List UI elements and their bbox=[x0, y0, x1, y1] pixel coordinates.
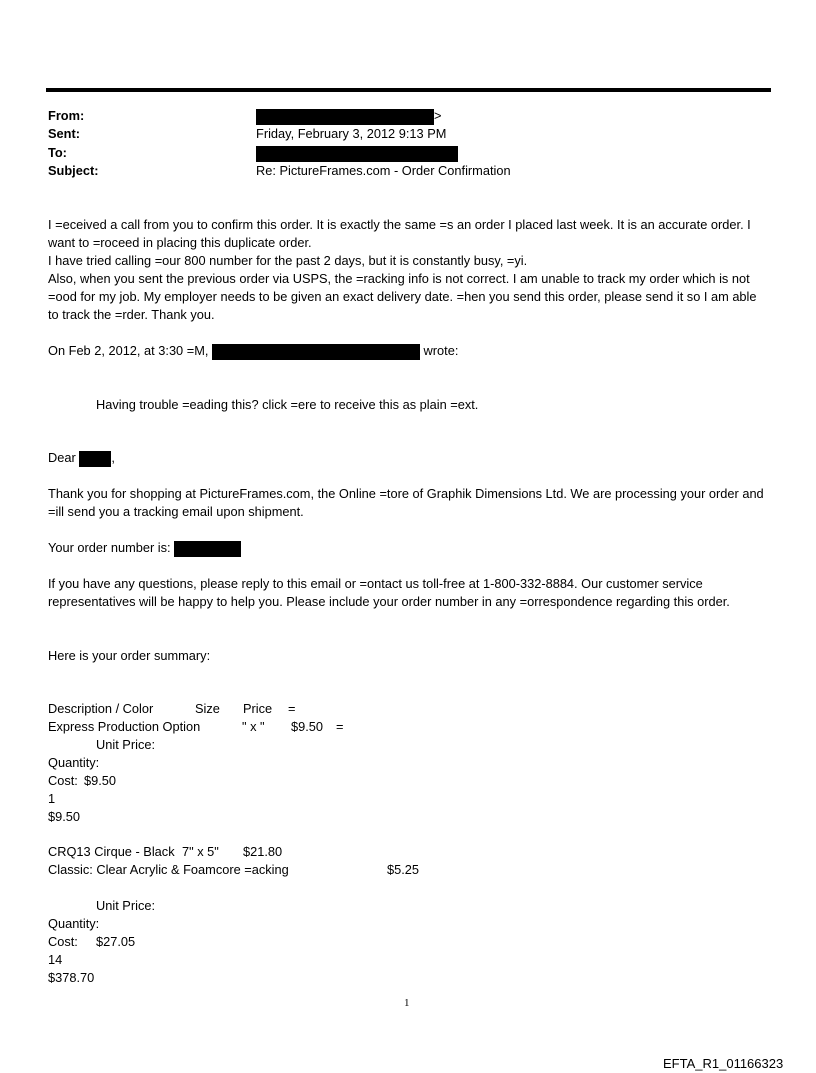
item2-option-price: $5.25 bbox=[387, 862, 420, 877]
page-number: 1 bbox=[404, 997, 410, 1009]
greeting bbox=[48, 449, 115, 467]
item1-eq: = bbox=[336, 719, 344, 734]
col-header-description: Description / Color bbox=[48, 701, 154, 716]
from-value bbox=[256, 107, 441, 125]
body-paragraph-2: I have tried calling =our 800 number for the past 2 days, but it is constantly busy, =yi. bbox=[48, 253, 528, 268]
subject-label: Subject: bbox=[48, 163, 99, 178]
col-header-size: Size bbox=[195, 701, 220, 716]
item2-cost-label: Cost: bbox=[48, 934, 78, 949]
redaction-sender bbox=[212, 344, 420, 360]
item1-quantity: 1 bbox=[48, 791, 56, 806]
body-paragraph-1: I =eceived a call from you to confirm this order. It is exactly the same =s an order I placed last week. It is an accurate order. I want to =roceed in placing this duplicate order. bbox=[48, 217, 751, 250]
redaction-from bbox=[256, 109, 434, 125]
quote-intro bbox=[48, 342, 458, 360]
item1-unit-price-label: Unit Price: bbox=[96, 737, 156, 752]
plain-text-notice: Having trouble =eading this? click =ere to receive this as plain =ext. bbox=[96, 397, 479, 412]
redaction-name bbox=[79, 451, 111, 467]
questions-paragraph: If you have any questions, please reply to this email or =ontact us toll-free at 1-800-332-8884. Our customer service representatives will be happy to help you. Please include your order number in any =orrespondence regarding this order. bbox=[48, 576, 730, 609]
bates-number: EFTA_R1_01166323 bbox=[663, 1056, 784, 1071]
item1-name: Express Production Option bbox=[48, 719, 201, 734]
item2-price: $21.80 bbox=[243, 844, 283, 859]
sent-label: Sent: bbox=[48, 126, 80, 141]
item2-size: 7" x 5" bbox=[182, 844, 219, 859]
item2-quantity-label: Quantity: bbox=[48, 916, 100, 931]
item2-total: $378.70 bbox=[48, 970, 95, 985]
order-number-label: Your order number is: bbox=[48, 540, 171, 555]
header-rule bbox=[46, 88, 771, 92]
col-header-eq: = bbox=[288, 701, 296, 716]
item1-cost-value: $9.50 bbox=[84, 773, 117, 788]
item1-size: " x " bbox=[242, 719, 265, 734]
summary-intro: Here is your order summary: bbox=[48, 648, 211, 663]
subject-value: Re: PictureFrames.com - Order Confirmation bbox=[256, 163, 511, 178]
item1-cost-label: Cost: bbox=[48, 773, 78, 788]
item2-cost-value: $27.05 bbox=[96, 934, 136, 949]
item1-total: $9.50 bbox=[48, 809, 81, 824]
item2-name: CRQ13 Cirque - Black bbox=[48, 844, 175, 859]
to-value bbox=[256, 144, 458, 162]
greeting-text: Dear bbox=[48, 450, 76, 465]
thanks-paragraph: Thank you for shopping at PictureFrames.com, the Online =tore of Graphik Dimensions Ltd. We are processing your order and =ill send you a tracking email upon shipment. bbox=[48, 486, 764, 519]
item2-quantity: 14 bbox=[48, 952, 63, 967]
from-value-text: > bbox=[434, 108, 442, 123]
redaction-to bbox=[256, 146, 458, 162]
quote-intro-wrote: wrote: bbox=[423, 343, 459, 358]
body-paragraph-3: Also, when you sent the previous order via USPS, the =racking info is not correct. I am unable to track my order which is not =ood for my job. My employer needs to be given an exact delivery date. =hen you send this order, please send it so I am able to track the =rder. Thank you. bbox=[48, 271, 757, 322]
col-header-price: Price bbox=[243, 701, 273, 716]
greeting-comma: , bbox=[111, 450, 115, 465]
item2-unit-price-label: Unit Price: bbox=[96, 898, 156, 913]
item2-option: Classic: Clear Acrylic & Foamcore =acking bbox=[48, 862, 289, 877]
from-label: From: bbox=[48, 108, 85, 123]
order-number-line bbox=[48, 539, 241, 557]
sent-value: Friday, February 3, 2012 9:13 PM bbox=[256, 126, 447, 141]
to-label: To: bbox=[48, 145, 67, 160]
item1-price: $9.50 bbox=[291, 719, 324, 734]
quote-intro-text: On Feb 2, 2012, at 3:30 =M, bbox=[48, 343, 209, 358]
redaction-order-number bbox=[174, 541, 241, 557]
item1-quantity-label: Quantity: bbox=[48, 755, 100, 770]
